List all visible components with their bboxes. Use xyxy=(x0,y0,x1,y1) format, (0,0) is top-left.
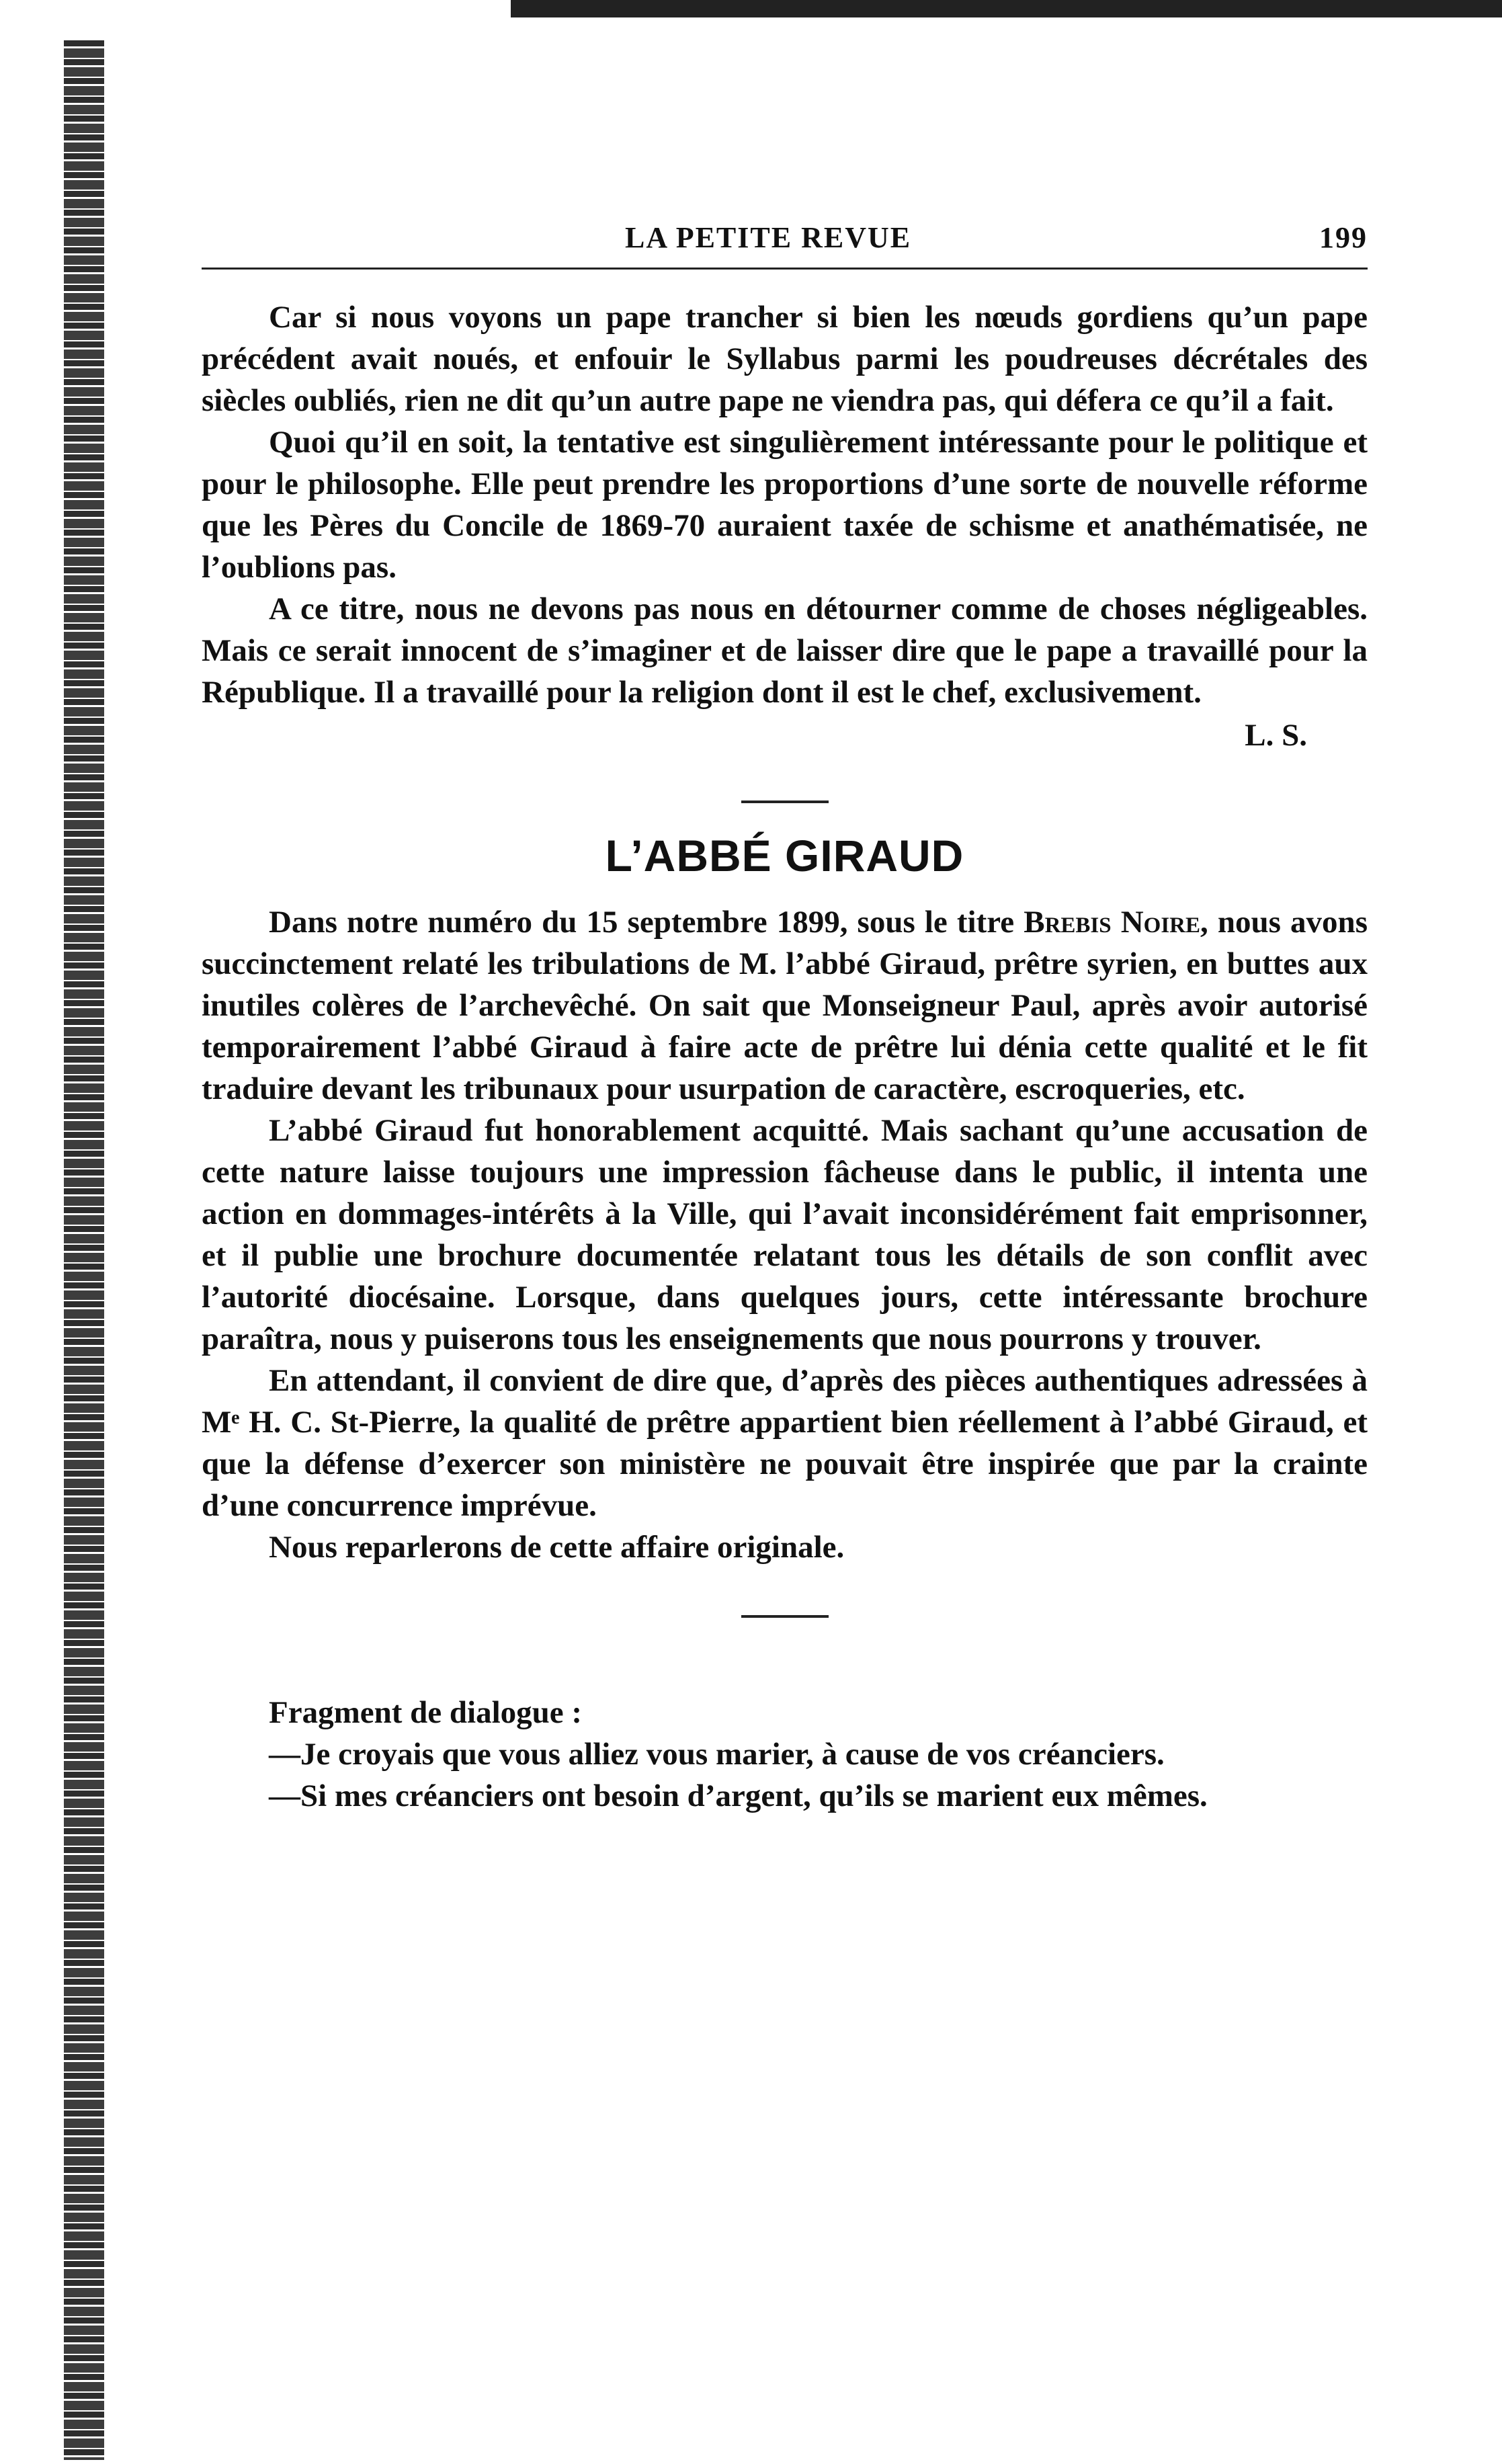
scan-top-edge xyxy=(511,0,1502,17)
article2-paragraph-3: En attendant, il convient de dire que, d’après des pièces authentiques adressées à Mᵉ H. C. St-Pierre, la qualité de prêtre appartient bien réellement à l’abbé Giraud, et que la défense d’exercer son ministère ne pouvait être inspirée que par la crainte d’une concurrence imprévue. xyxy=(202,1363,1368,1523)
article2-title: L’ABBÉ GIRAUD xyxy=(605,831,964,880)
fragment-line-1: —Je croyais que vous alliez vous marier, à cause de vos créanciers. xyxy=(269,1737,1165,1772)
article2-p1-post: , nous avons succinctement relaté les tribulations de M. l’abbé Giraud, prêtre syrien, en buttes aux inutiles colères de l’archevêché. On sait que Monseigneur Paul, après avoir autorisé temporairement l’abbé Giraud à faire acte de prêtre lui dénia cette qualité et le fit traduire devant les tribunaux pour usurpation de caractère, escroqueries, etc. xyxy=(202,905,1368,1106)
article2-p1-pre: Dans notre numéro du 15 septembre 1899, sous le titre xyxy=(269,905,1024,940)
article2-paragraph-2: L’abbé Giraud fut honorablement acquitté. Mais sachant qu’une accusation de cette nature laisse toujours une impression fâcheuse dans le public, il intenta une action en dommages-intérêts à la Ville, qui l’avait inconsidérément fait emprisonner, et il publie une brochure documentée relatant tous les détails de son conflit avec l’autorité diocésaine. Lorsque, dans quelques jours, cette intéressante brochure paraîtra, nous y puiserons tous les enseignements que nous pourrons y trouver. xyxy=(202,1113,1368,1356)
section-separator xyxy=(741,800,829,803)
section-separator-2 xyxy=(741,1615,829,1618)
scan-binding-edge xyxy=(64,40,104,2460)
article1-paragraph-3: A ce titre, nous ne devons pas nous en détourner comme de choses négligeables. Mais ce serait innocent de s’imaginer et de laisser dire que le pape a travaillé pour la République. Il a travaillé pour la religion dont il est le chef, exclusivement. xyxy=(202,591,1368,710)
page-number: 199 xyxy=(1319,221,1368,254)
article2-paragraph-1 xyxy=(202,901,1368,1110)
running-header xyxy=(202,215,1368,255)
article2-paragraph-4: Nous reparlerons de cette affaire originale. xyxy=(269,1530,845,1565)
header-rule xyxy=(202,268,1368,270)
fragment-label: Fragment de dialogue : xyxy=(269,1695,583,1730)
article2-p1-smallcaps: Brebis Noire xyxy=(1024,905,1201,940)
article1-paragraph-2: Quoi qu’il en soit, la tentative est singulièrement intéressante pour le politique et pour le philosophe. Elle peut prendre les proportions d’une sorte de nouvelle réforme que les Pères du Concile de 1869-70 auraient taxée de schisme et anathématisée, ne l’oublions pas. xyxy=(202,425,1368,585)
fragment-line-2: —Si mes créanciers ont besoin d’argent, qu’ils se marient eux mêmes. xyxy=(269,1778,1208,1813)
page xyxy=(202,215,1368,1817)
article1-paragraph-1: Car si nous voyons un pape trancher si bien les nœuds gordiens qu’un pape précédent avait noués, et enfouir le Syllabus parmi les poudreuses décrétales des siècles oubliés, rien ne dit qu’un autre pape ne viendra pas, qui défera ce qu’il a fait. xyxy=(202,300,1368,418)
article1-signature: L. S. xyxy=(1245,718,1307,753)
running-title: LA PETITE REVUE xyxy=(625,221,912,254)
